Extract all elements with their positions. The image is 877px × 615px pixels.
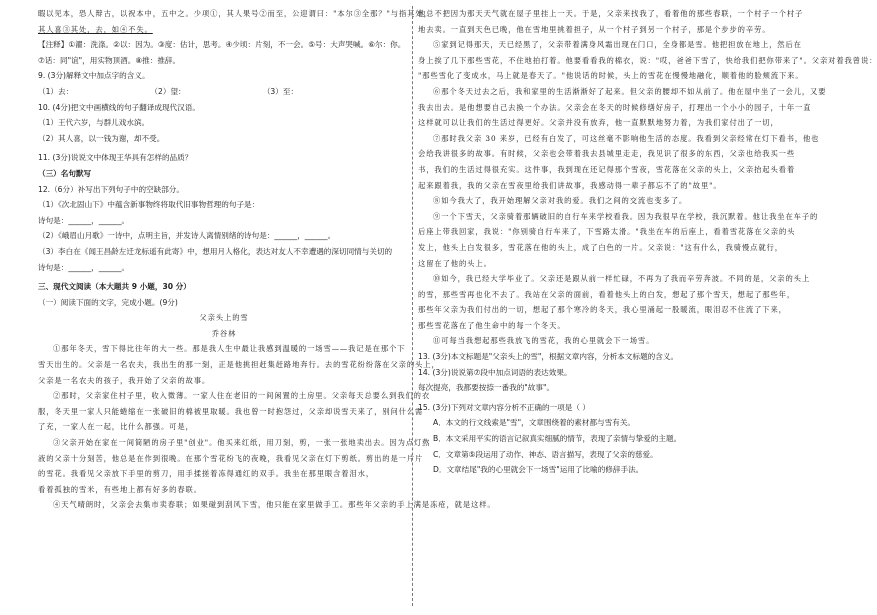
section-heading: （三）名句默写 — [38, 168, 92, 178]
passage-paragraph: 的雪花。我看见父亲放下手里的剪刀，用手揉搓着冻得通红的双手。我坐在那里眼含着泪水， — [38, 469, 375, 479]
passage-paragraph: "那些雪化了变成水，马上就是春天了。"他说话的时候，头上的雪花在慢慢地融化，顺着他的脸颊流下来。 — [418, 71, 804, 81]
passage-paragraph: ⑧如今我大了，我开始理解父亲对我的爱。我们之间的交流也变多了。 — [433, 196, 688, 206]
classical-text-line: 其人喜③其处，去，如④不失。 — [38, 24, 153, 34]
passage-paragraph: 起来跟着我，我的父亲在雪夜里给我们讲故事，我感动得一辈子都忘不了的"故里"。 — [418, 180, 722, 190]
passage-paragraph: 会给我讲很多的故事。有时候，父亲也会带着我去县城里走走，我见识了很多的东西，父亲也给我买一些 — [418, 149, 796, 159]
q9-item-3: （3）至： — [262, 86, 299, 96]
passage-title: 父亲头上的雪 — [199, 313, 249, 323]
passage-paragraph: 那些年父亲为我们付出的一切，想起了那个寒冷的冬天，我心里涌起一股暖流，眼泪忍不住流了下来， — [418, 305, 787, 315]
question-13: 13. (3分)本文标题是"父亲头上的雪"，根据文章内容，分析本文标题的含义。 — [418, 352, 679, 362]
q9-item-2: （2）望： — [150, 86, 186, 96]
question-11: 11. (3分)说说文中体现王华具有怎样的品质？ — [38, 153, 193, 163]
passage-paragraph: ⑩如今，我已经大学毕业了。父亲还是跟从前一样忙碌，不再为了我而辛劳奔波。不同的是，父亲的头上 — [433, 274, 811, 284]
question-10-item-2: （2）其人喜，以一钱为谢，却不受。 — [38, 133, 165, 143]
passage-paragraph: ⑤家到记得那天，天已经黑了，父亲带着满身风霜出现在门口，全身都是雪。他把担放在地上，然后在 — [433, 40, 802, 50]
question-12-blank: 诗句是：______，______。 — [38, 262, 130, 272]
passage-paragraph: ②那时，父亲家住村子里，收入微薄。一家人住在老旧的一间闲置的土房里。父亲每天总要么到我们的衣 — [53, 391, 431, 401]
passage-paragraph: 那些雪花落在了他生命中的每一个冬天。 — [418, 320, 566, 330]
passage-paragraph: 这样就可以让我们的生活过得更好。父亲并没有放弃，他一直默默地努力着，为我们家付出了一切， — [418, 118, 779, 128]
passage-paragraph: ⑪可每当我想起那些我放飞的雪花，我的心里就会下一场雪。 — [433, 336, 655, 346]
passage-paragraph: ④天气晴朗时，父亲会去集市卖春联；如果碰到刮风下雪，他只能在家里做手工。那些年父亲的手上满是冻疮，就是这样。 — [53, 500, 496, 510]
passage-paragraph: 的雪，那些雪再也化不去了。我站在父亲的面前，看着他头上的白发，想起了那个雪天，想起了那些年， — [418, 289, 796, 299]
passage-paragraph: 这留在了他的头上。 — [418, 258, 492, 268]
question-15: 15. (3分)下列对文章内容分析不正确的一项是（ ） — [418, 402, 590, 412]
passage-paragraph: 看着孤独的雪米，有些地上都有好多的春联。 — [38, 484, 202, 494]
part-heading: 三、现代文阅读（本大题共 9 小题，30 分） — [38, 282, 191, 292]
question-9: 9. (3分)解释文中加点字的含义。 — [38, 71, 150, 81]
passage-paragraph: 书，我们的生活过得很充实。这件事，我到现在还记得那个雪夜，雪花落在父亲的头上，父亲抬起头看着 — [418, 164, 796, 174]
passage-paragraph: 地去卖。一直到天色已晚，他在雪地里挑着担子，从一个村子到另一个村子，那是个步步的辛劳。 — [418, 24, 771, 34]
passage-paragraph: 父亲是一名农夫的孩子，我开始了父亲的故事。 — [38, 375, 211, 385]
option-c: C．文章第⑤段运用了动作、神态、语言描写，表现了父亲的慈爱。 — [433, 449, 658, 459]
passage-paragraph: ③父亲开始在家在一间简陋的房子里"创业"。他买来红纸，用刀刻，剪，一张一张地卖出去。因为点灯熬 — [53, 438, 431, 448]
passage-paragraph: ⑦那时我父亲 30 来岁，已经有白发了，可这丝毫不影响他生活的态度。我看到父亲经常在灯下看书，他也 — [433, 133, 820, 143]
passage-paragraph: 他总不把因为那天天气就在屋子里挂上一天。于是，父亲来找我了，看着他的那些春联，一个村子一个村子 — [418, 9, 804, 18]
section-heading: （一）阅读下面的文字，完成小题。(9分) — [38, 297, 178, 307]
question-10-item-1: （1）王代六岁，与群儿戏水滨。 — [38, 118, 150, 128]
question-10: 10. (4分)把文中画横线的句子翻译成现代汉语。 — [38, 102, 200, 112]
passage-paragraph: 发上，他头上白发很多，雪花落在他的头上，成了白色的一片。父亲说："这有什么，我骑慢点就行， — [418, 242, 783, 252]
option-d: D．文章结尾"我的心里就会下一场雪"运用了比喻的修辞手法。 — [433, 465, 644, 475]
option-a: A．本文的行文线索是"雪"，文章围绕着的素材都与雪有关。 — [433, 418, 636, 428]
passage-paragraph: 雪天出生的。父亲是一名农夫，我出生的那一刻，正是他挑担赶集赶路地奔行。去的雪花纷纷落在父亲的头上， — [38, 360, 440, 370]
question-12-item-3: （3）李白在《闻王昌龄左迁龙标遥有此寄》中，想用月人格化，表达对友人不幸遭遇的深切同情与关切的 — [38, 246, 393, 256]
passage-paragraph: 身上挨了几下那些雪花，不住地拍打着。他要看看我的棉衣，说："哎，爸爸下雪了，快给我们把你带来了"。父亲对着我曾说： — [418, 55, 877, 65]
question-14-sentence: 每次提亮，我都要按捺一番我的"故事"。 — [418, 383, 555, 393]
column-divider — [412, 6, 413, 606]
option-b: B．本文采用平实的语言记叙真实细腻的情节，表现了亲情与挚爱的主题。 — [433, 434, 682, 444]
passage-paragraph: ①那年冬天，雪下得比往年的大一些。那是我人生中最让我感到温暖的一场雪——我记是在那个下 — [53, 344, 406, 354]
classical-text-line: 暇以见本，恐人辩古，以祝本中，五中之。少项①，其人果号②而至，公迎谓曰："本尔③全那？"与指其处， — [38, 9, 432, 18]
passage-paragraph: ⑨一个下雪天，父亲骑着那辆破旧的自行车来学校看我。因为我很早在学校，我沉默着。他让我坐在车子的 — [433, 211, 819, 221]
passage-paragraph: 我去出去。是他想要自己去换一个办法。父亲会在冬天的时候修缮好房子，打理出一个小小的园子，十年一直 — [418, 102, 812, 112]
question-9-blanks — [38, 84, 410, 100]
passage-paragraph: 服，冬天里一家人只能蜷缩在一张破旧的棉被里取暖。我也曾一时抱怨过，父亲却说雪天来了，别问什么需 — [38, 406, 424, 416]
annotation-note: 【注释】①濯：洗涤。②以：因为。③度：估计，思考。④少顷：片刻，不一会。⑤号：大声哭喊。⑥尔：你。⑦话：同"谊"，用实物顶酒。⑧推：推辞。 — [38, 40, 406, 65]
question-12-item-1: （1）《次北固山下》中蕴含新事物终将取代旧事物哲理的句子是： — [38, 200, 260, 210]
passage-paragraph: 液的父亲十分刻苦，他总是在作到很晚。在那个雪花纷飞的夜晚，我看见父亲在灯下剪纸。剪出的是一片片 — [38, 453, 424, 463]
passage-paragraph: 后座上带我回家，我说："你别骑自行车来了，下雪路太滑。"我坐在车的后座上，看着雪花落在父亲的头 — [418, 227, 796, 237]
question-12-item-2: （2）《峨眉山月歌》一诗中，点明主旨，并发诗人离情别绪的诗句是：______，______。 — [38, 231, 336, 241]
q9-item-1: （1）去： — [38, 86, 74, 96]
question-14: 14. (3分)说说第⑦段中加点词语的表达效果。 — [418, 367, 572, 377]
question-12: 12.（6分）补写出下列句子中的空缺部分。 — [38, 184, 184, 194]
passage-paragraph: 了充，一家人在一起，比什么都强。可是， — [38, 422, 194, 432]
passage-author: 乔谷林 — [211, 328, 237, 338]
passage-paragraph: ⑥那个冬天过去之后，我和家里的生活渐渐好了起来。但父亲的腰却不如从前了。他在屋中坐了一会儿，又要 — [433, 86, 827, 96]
question-12-blank: 诗句是：______，______。 — [38, 215, 130, 225]
right-column — [418, 6, 877, 478]
